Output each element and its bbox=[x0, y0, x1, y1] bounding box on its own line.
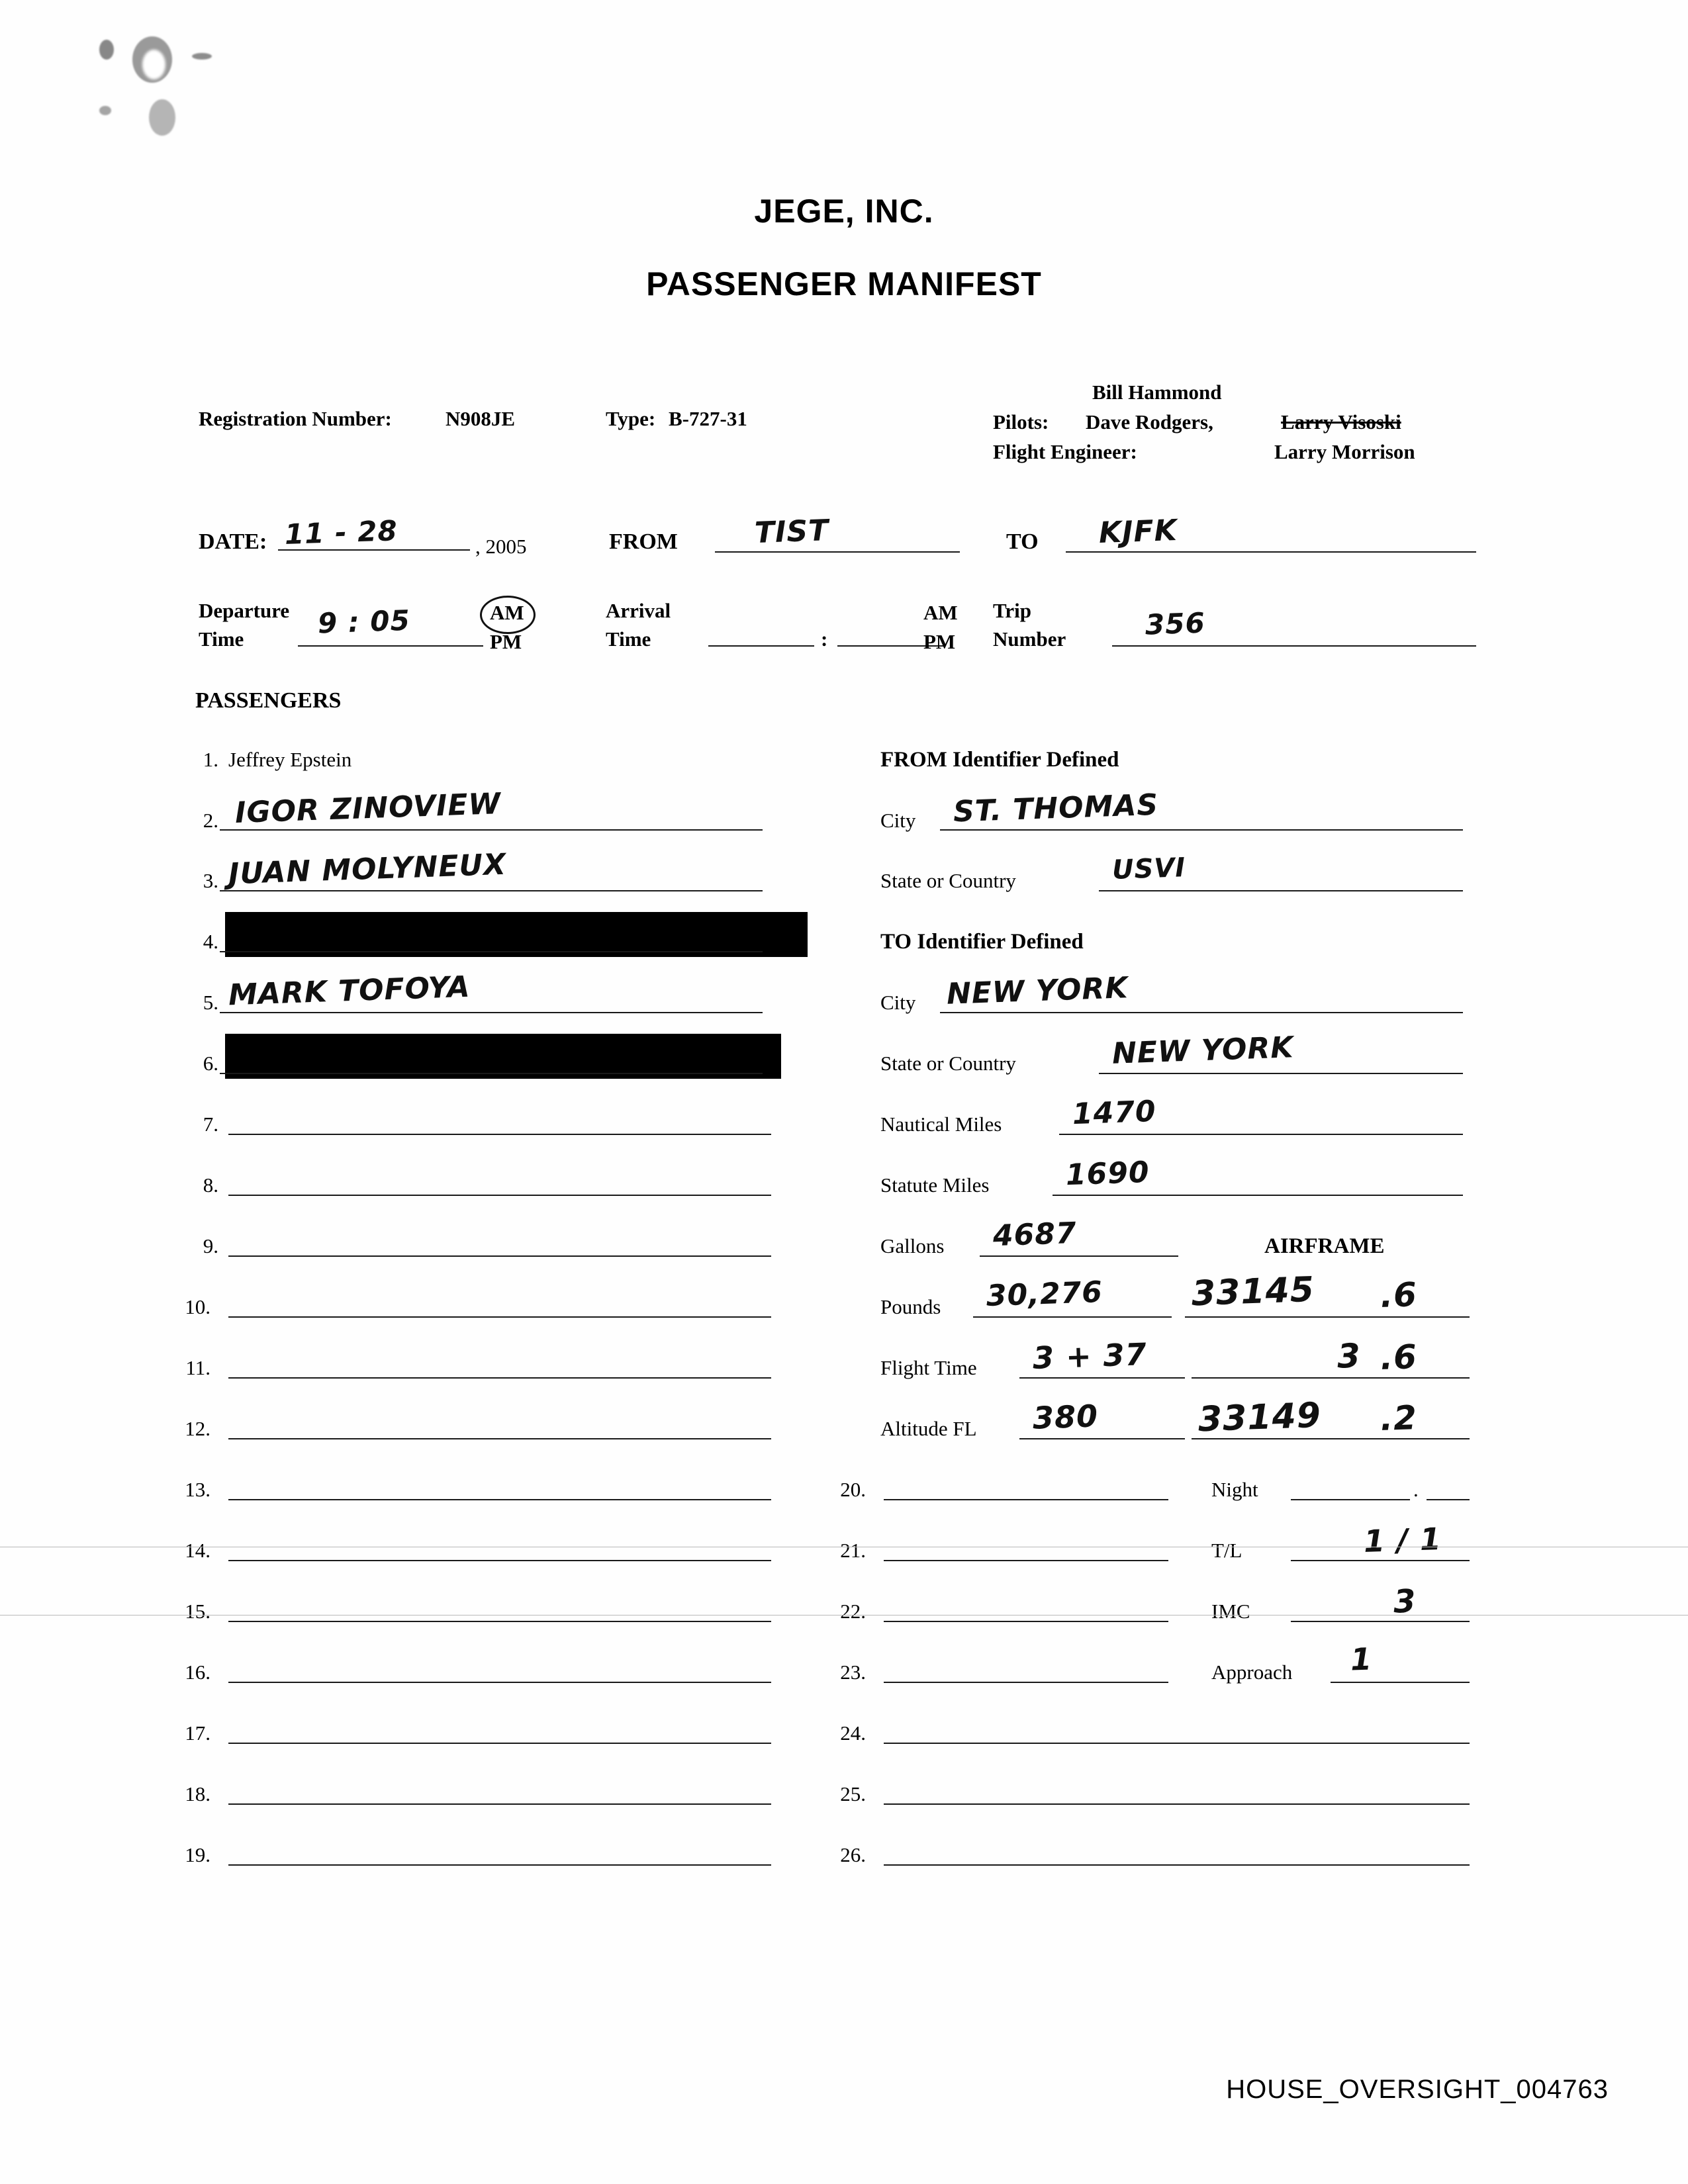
arrival-am-label: AM bbox=[923, 601, 958, 624]
passenger-underline bbox=[228, 1682, 771, 1683]
passenger-number: 12. bbox=[185, 1417, 211, 1440]
passenger-underline bbox=[228, 1316, 771, 1318]
registration-label: Registration Number: bbox=[199, 407, 392, 430]
passenger-number: 3. bbox=[203, 869, 218, 892]
passenger-number: 6. bbox=[203, 1052, 218, 1075]
passenger-underline bbox=[228, 1438, 771, 1439]
passenger-underline bbox=[884, 1743, 1470, 1744]
passenger-number: 15. bbox=[185, 1600, 211, 1623]
to-label: TO bbox=[1006, 529, 1039, 554]
scan-smudge bbox=[149, 99, 175, 136]
passenger-name: JUAN MOLYNEUX bbox=[228, 847, 507, 891]
altitude-airframe-underline bbox=[1192, 1438, 1470, 1439]
to-city-underline bbox=[940, 1012, 1463, 1013]
departure-time-underline bbox=[298, 645, 483, 647]
flight-time-airframe-underline bbox=[1192, 1377, 1470, 1379]
page-title: PASSENGER MANIFEST bbox=[646, 265, 1042, 302]
passenger-number: 13. bbox=[185, 1478, 211, 1501]
passenger-underline bbox=[228, 1864, 771, 1866]
document-footer-id: HOUSE_OVERSIGHT_004763 bbox=[1226, 2075, 1609, 2104]
to-identifier-heading: TO Identifier Defined bbox=[880, 930, 1084, 954]
passenger-underline bbox=[220, 1012, 763, 1013]
gallons-value: 4687 bbox=[992, 1216, 1078, 1253]
from-identifier-heading: FROM Identifier Defined bbox=[880, 748, 1119, 772]
airframe-label: AIRFRAME bbox=[1264, 1234, 1385, 1258]
imc-label: IMC bbox=[1211, 1600, 1250, 1623]
pounds-value: 30,276 bbox=[986, 1275, 1103, 1314]
passenger-name: Jeffrey Epstein bbox=[228, 748, 352, 771]
altitude-airframe-decimal: .2 bbox=[1380, 1398, 1418, 1438]
tl-value: 1 / 1 bbox=[1363, 1520, 1442, 1560]
departure-label-line1: Departure bbox=[199, 599, 290, 622]
approach-value: 1 bbox=[1350, 1641, 1373, 1678]
passenger-number: 14. bbox=[185, 1539, 211, 1562]
company-title: JEGE, INC. bbox=[754, 193, 934, 230]
night-decimal-underline bbox=[1427, 1499, 1470, 1500]
pounds-label: Pounds bbox=[880, 1295, 941, 1318]
from-state-label: State or Country bbox=[880, 869, 1016, 892]
passenger-underline bbox=[220, 829, 763, 831]
imc-underline bbox=[1291, 1621, 1470, 1622]
to-city-label: City bbox=[880, 991, 916, 1014]
trip-number-underline bbox=[1112, 645, 1476, 647]
passenger-number: 10. bbox=[185, 1295, 211, 1318]
passenger-underline bbox=[228, 1195, 771, 1196]
passenger-number: 26. bbox=[840, 1843, 866, 1866]
type-label: Type: bbox=[606, 407, 656, 430]
pounds-underline bbox=[973, 1316, 1172, 1318]
arrival-pm-label: PM bbox=[923, 630, 956, 653]
from-label: FROM bbox=[609, 529, 678, 554]
date-value: 11 - 28 bbox=[284, 514, 399, 551]
altitude-airframe-value: 33149 bbox=[1197, 1395, 1322, 1440]
arrival-label-line1: Arrival bbox=[606, 599, 671, 622]
redaction-bar bbox=[225, 912, 808, 957]
flight-time-airframe-value: 3 bbox=[1336, 1336, 1362, 1376]
arrival-label-line2: Time bbox=[606, 627, 651, 651]
passenger-underline bbox=[220, 951, 763, 952]
flight-engineer-value: Larry Morrison bbox=[1274, 440, 1415, 463]
arrival-colon: : bbox=[821, 627, 828, 651]
passenger-underline bbox=[228, 1803, 771, 1805]
to-state-value: NEW YORK bbox=[1111, 1030, 1295, 1071]
from-state-underline bbox=[1099, 890, 1463, 891]
from-state-value: USVI bbox=[1111, 852, 1186, 886]
passenger-underline bbox=[228, 1255, 771, 1257]
night-underline bbox=[1291, 1499, 1410, 1500]
pilots-label: Pilots: bbox=[993, 410, 1049, 433]
date-label: DATE: bbox=[199, 529, 267, 554]
passenger-number: 20. bbox=[840, 1478, 866, 1501]
passenger-underline bbox=[884, 1560, 1168, 1561]
pounds-airframe-underline bbox=[1185, 1316, 1470, 1318]
date-year: , 2005 bbox=[475, 535, 527, 558]
nautical-miles-value: 1470 bbox=[1072, 1094, 1157, 1132]
tl-underline bbox=[1291, 1560, 1470, 1561]
to-state-underline bbox=[1099, 1073, 1463, 1074]
passenger-number: 23. bbox=[840, 1661, 866, 1684]
pilot-name-struck: Larry Visoski bbox=[1281, 410, 1401, 433]
passenger-number: 8. bbox=[203, 1173, 218, 1197]
passenger-underline bbox=[228, 1377, 771, 1379]
passenger-underline bbox=[228, 1743, 771, 1744]
passenger-underline bbox=[884, 1864, 1470, 1866]
passenger-number: 22. bbox=[840, 1600, 866, 1623]
passenger-underline bbox=[884, 1682, 1168, 1683]
passenger-underline bbox=[228, 1134, 771, 1135]
nautical-miles-label: Nautical Miles bbox=[880, 1113, 1002, 1136]
passenger-underline bbox=[228, 1499, 771, 1500]
trip-label-line2: Number bbox=[993, 627, 1066, 651]
date-underline bbox=[278, 549, 470, 551]
flight-time-value: 3 + 37 bbox=[1032, 1336, 1148, 1376]
scan-smudge bbox=[142, 50, 165, 79]
type-value: B-727-31 bbox=[669, 407, 747, 430]
scan-smudge bbox=[99, 40, 114, 60]
arrival-hour-underline bbox=[708, 645, 814, 647]
tl-label: T/L bbox=[1211, 1539, 1243, 1562]
from-city-label: City bbox=[880, 809, 916, 832]
pounds-airframe-decimal: .6 bbox=[1380, 1275, 1418, 1315]
statute-miles-underline bbox=[1053, 1195, 1463, 1196]
passenger-name: MARK TOFOYA bbox=[228, 970, 471, 1013]
approach-underline bbox=[1331, 1682, 1470, 1683]
night-label: Night bbox=[1211, 1478, 1258, 1501]
flight-time-label: Flight Time bbox=[880, 1356, 977, 1379]
scan-smudge bbox=[99, 106, 111, 115]
pounds-airframe-value: 33145 bbox=[1191, 1269, 1315, 1314]
gallons-label: Gallons bbox=[880, 1234, 945, 1257]
departure-pm-label: PM bbox=[490, 630, 522, 653]
passenger-number: 11. bbox=[185, 1356, 211, 1379]
pilot-name: Dave Rodgers, bbox=[1086, 410, 1213, 433]
from-city-value: ST. THOMAS bbox=[953, 788, 1159, 829]
passenger-number: 19. bbox=[185, 1843, 211, 1866]
approach-label: Approach bbox=[1211, 1661, 1293, 1684]
passenger-number: 18. bbox=[185, 1782, 211, 1805]
passenger-underline bbox=[884, 1803, 1470, 1805]
passenger-number: 17. bbox=[185, 1721, 211, 1745]
nautical-miles-underline bbox=[1059, 1134, 1463, 1135]
passengers-heading: PASSENGERS bbox=[195, 688, 342, 713]
from-city-underline bbox=[940, 829, 1463, 831]
passenger-underline bbox=[884, 1621, 1168, 1622]
passenger-number: 2. bbox=[203, 809, 218, 832]
departure-am-label: AM bbox=[490, 601, 524, 624]
trip-number-value: 356 bbox=[1145, 606, 1206, 641]
from-value: TIST bbox=[754, 514, 829, 550]
scan-smudge bbox=[192, 53, 212, 60]
passenger-number: 4. bbox=[203, 930, 218, 953]
passenger-number: 25. bbox=[840, 1782, 866, 1805]
gallons-underline bbox=[980, 1255, 1178, 1257]
flight-engineer-label: Flight Engineer: bbox=[993, 440, 1137, 463]
passenger-underline bbox=[220, 1073, 763, 1074]
pilot-top-name: Bill Hammond bbox=[1092, 381, 1222, 404]
statute-miles-value: 1690 bbox=[1065, 1155, 1150, 1193]
altitude-value: 380 bbox=[1032, 1398, 1099, 1436]
passenger-number: 24. bbox=[840, 1721, 866, 1745]
passenger-number: 9. bbox=[203, 1234, 218, 1257]
altitude-label: Altitude FL bbox=[880, 1417, 977, 1440]
passenger-underline bbox=[220, 890, 763, 891]
flight-time-airframe-decimal: .6 bbox=[1380, 1338, 1418, 1377]
night-decimal: . bbox=[1413, 1478, 1419, 1501]
trip-label-line1: Trip bbox=[993, 599, 1031, 622]
altitude-underline bbox=[1019, 1438, 1185, 1439]
passenger-underline bbox=[228, 1560, 771, 1561]
passenger-number: 16. bbox=[185, 1661, 211, 1684]
from-underline bbox=[715, 551, 960, 553]
passenger-underline bbox=[884, 1499, 1168, 1500]
flight-time-underline bbox=[1019, 1377, 1185, 1379]
departure-label-line2: Time bbox=[199, 627, 244, 651]
passenger-number: 1. bbox=[203, 748, 218, 771]
departure-time-value: 9 : 05 bbox=[317, 604, 411, 640]
imc-value: 3 bbox=[1393, 1582, 1417, 1621]
passenger-name: IGOR ZINOVIEW bbox=[234, 786, 502, 831]
passenger-number: 5. bbox=[203, 991, 218, 1014]
registration-value: N908JE bbox=[445, 407, 516, 430]
redaction-bar bbox=[225, 1034, 781, 1079]
to-value: KJFK bbox=[1098, 513, 1178, 551]
passenger-number: 7. bbox=[203, 1113, 218, 1136]
to-state-label: State or Country bbox=[880, 1052, 1016, 1075]
passenger-underline bbox=[228, 1621, 771, 1622]
passenger-number: 21. bbox=[840, 1539, 866, 1562]
statute-miles-label: Statute Miles bbox=[880, 1173, 990, 1197]
to-city-value: NEW YORK bbox=[946, 971, 1129, 1011]
to-underline bbox=[1066, 551, 1476, 553]
